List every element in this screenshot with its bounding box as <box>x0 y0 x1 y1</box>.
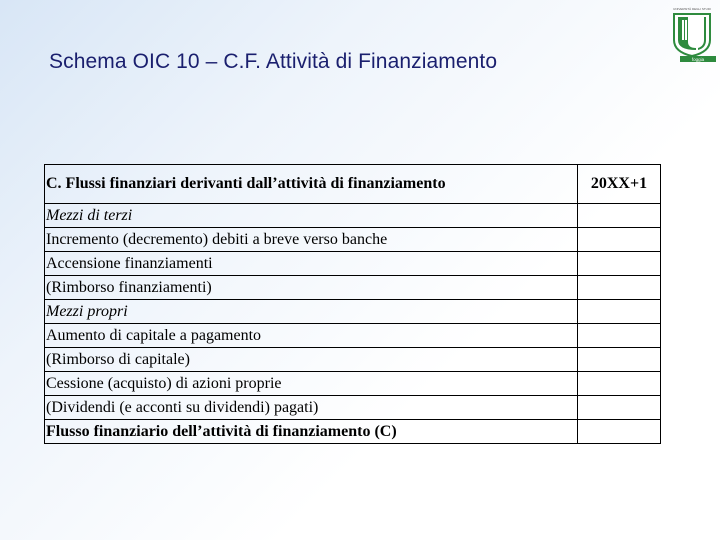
table-row <box>45 396 661 420</box>
logo-footer: foggia <box>691 57 705 62</box>
row-value <box>578 276 661 300</box>
university-logo <box>668 6 716 62</box>
row-label: Mezzi propri <box>45 300 578 324</box>
row-label: (Dividendi (e acconti su dividendi) pagati) <box>45 396 578 420</box>
row-value <box>578 228 661 252</box>
row-label: Accensione finanziamenti <box>45 252 578 276</box>
table-row <box>45 300 661 324</box>
table-row <box>45 204 661 228</box>
table-header-period: 20XX+1 <box>578 165 661 204</box>
table-row <box>45 420 661 444</box>
table-header-label: C. Flussi finanziari derivanti dall’attività di finanziamento <box>45 165 578 204</box>
table-row <box>45 324 661 348</box>
logo-caption: UNIVERSITÀ DEGLI STUDI <box>673 7 711 11</box>
cash-flow-table <box>44 164 661 444</box>
row-value <box>578 372 661 396</box>
row-label: (Rimborso di capitale) <box>45 348 578 372</box>
row-value <box>578 300 661 324</box>
row-label: Cessione (acquisto) di azioni proprie <box>45 372 578 396</box>
table-header-row <box>45 165 661 204</box>
table-row <box>45 252 661 276</box>
table-row <box>45 348 661 372</box>
table-row <box>45 372 661 396</box>
row-label: (Rimborso finanziamenti) <box>45 276 578 300</box>
row-value <box>578 396 661 420</box>
row-value <box>578 348 661 372</box>
university-logo-icon <box>668 6 716 62</box>
row-value <box>578 204 661 228</box>
row-value <box>578 252 661 276</box>
slide-title: Schema OIC 10 – C.F. Attività di Finanziamento <box>49 50 498 73</box>
table-row <box>45 276 661 300</box>
row-label: Mezzi di terzi <box>45 204 578 228</box>
row-label: Flusso finanziario dell’attività di finanziamento (C) <box>45 420 578 444</box>
row-label: Incremento (decremento) debiti a breve verso banche <box>45 228 578 252</box>
row-label: Aumento di capitale a pagamento <box>45 324 578 348</box>
table-row <box>45 228 661 252</box>
row-value <box>578 324 661 348</box>
row-value <box>578 420 661 444</box>
